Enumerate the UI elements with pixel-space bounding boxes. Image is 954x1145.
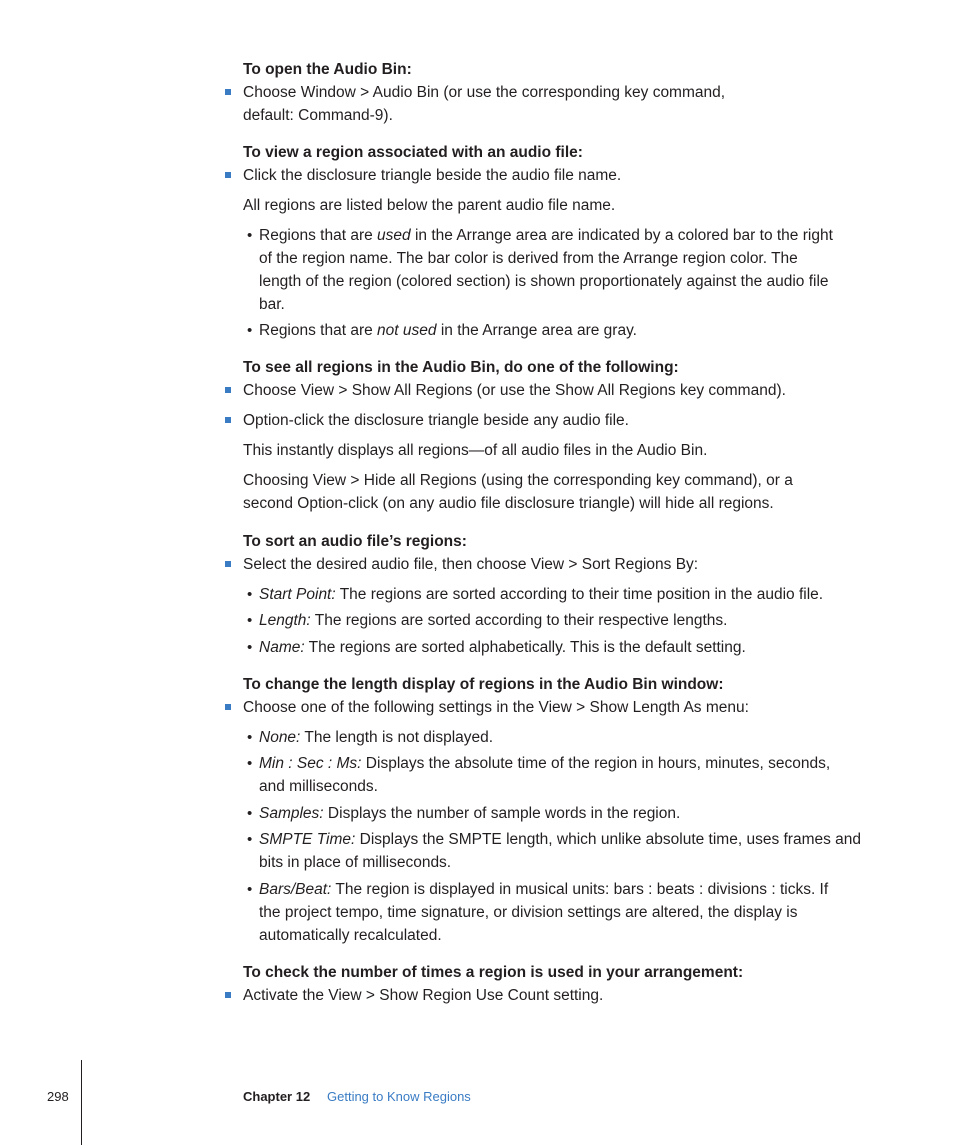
section-heading-sort-regions: To sort an audio file’s regions:	[243, 533, 467, 550]
list-item-text: Length: The regions are sorted according to their respective lengths.	[259, 612, 728, 629]
paragraph: This instantly displays all regions—of all audio files in the Audio Bin.	[243, 442, 708, 459]
square-bullet-icon	[225, 417, 231, 423]
bullet-dot-icon: •	[247, 322, 253, 339]
footer-divider	[81, 1060, 82, 1145]
bullet-dot-icon: •	[247, 639, 253, 656]
list-item-text: Regions that are not used in the Arrange area are gray.	[259, 322, 637, 339]
bullet-dot-icon: •	[247, 755, 253, 772]
section-heading-region-use-count: To check the number of times a region is used in your arrangement:	[243, 964, 744, 981]
list-item-text: Name: The regions are sorted alphabetically. This is the default setting.	[259, 639, 746, 656]
section-heading-length-display: To change the length display of regions in the Audio Bin window:	[243, 676, 724, 693]
step-text: Select the desired audio file, then choose View > Sort Regions By:	[243, 556, 699, 573]
square-bullet-icon	[225, 89, 231, 95]
bullet-dot-icon: •	[247, 805, 253, 822]
list-item-text: Samples: Displays the number of sample words in the region.	[259, 805, 681, 822]
list-item-text: SMPTE Time: Displays the SMPTE length, which unlike absolute time, uses frames and	[259, 831, 862, 848]
paragraph: Choosing View > Hide all Regions (using the corresponding key command), or a	[243, 472, 793, 489]
list-item-text: of the region name. The bar color is derived from the Arrange region color. The	[259, 250, 798, 267]
step-text: Choose View > Show All Regions (or use the Show All Regions key command).	[243, 382, 786, 399]
square-bullet-icon	[225, 704, 231, 710]
step-text: Option-click the disclosure triangle beside any audio file.	[243, 412, 629, 429]
step-text: Choose one of the following settings in the View > Show Length As menu:	[243, 699, 749, 716]
page-number: 298	[47, 1089, 69, 1104]
section-heading-view-region: To view a region associated with an audio file:	[243, 144, 583, 161]
square-bullet-icon	[225, 561, 231, 567]
section-heading-see-all-regions: To see all regions in the Audio Bin, do one of the following:	[243, 359, 679, 376]
chapter-title-link[interactable]: Getting to Know Regions	[327, 1089, 471, 1104]
list-item-text: None: The length is not displayed.	[259, 729, 494, 746]
list-item-text: length of the region (colored section) is shown proportionately against the audio file	[259, 273, 829, 290]
square-bullet-icon	[225, 172, 231, 178]
bullet-dot-icon: •	[247, 831, 253, 848]
list-item-text: Start Point: The regions are sorted according to their time position in the audio file.	[259, 586, 824, 603]
list-item-text: automatically recalculated.	[259, 927, 442, 944]
step-text: Click the disclosure triangle beside the audio file name.	[243, 167, 622, 184]
bullet-dot-icon: •	[247, 729, 253, 746]
bullet-dot-icon: •	[247, 881, 253, 898]
step-text: default: Command-9).	[243, 107, 393, 124]
bullet-dot-icon: •	[247, 612, 253, 629]
list-item-text: Min : Sec : Ms: Displays the absolute time of the region in hours, minutes, seconds,	[259, 755, 831, 772]
bullet-dot-icon: •	[247, 227, 253, 244]
square-bullet-icon	[225, 387, 231, 393]
list-item-text: and milliseconds.	[259, 778, 378, 795]
paragraph: second Option-click (on any audio file disclosure triangle) will hide all regions.	[243, 495, 774, 512]
square-bullet-icon	[225, 992, 231, 998]
bullet-dot-icon: •	[247, 586, 253, 603]
step-text: Activate the View > Show Region Use Count setting.	[243, 987, 604, 1004]
chapter-label: Chapter 12	[243, 1089, 311, 1104]
list-item-text: the project tempo, time signature, or division settings are altered, the display is	[259, 904, 798, 921]
list-item-text: bits in place of milliseconds.	[259, 854, 452, 871]
list-item-text: Bars/Beat: The region is displayed in musical units: bars : beats : divisions : ticks. If	[259, 881, 829, 898]
list-item-text: bar.	[259, 296, 285, 313]
section-heading-open-audio-bin: To open the Audio Bin:	[243, 61, 412, 78]
step-text: Choose Window > Audio Bin (or use the corresponding key command,	[243, 84, 726, 101]
paragraph: All regions are listed below the parent audio file name.	[243, 197, 616, 214]
list-item-text: Regions that are used in the Arrange area are indicated by a colored bar to the right	[259, 227, 833, 244]
